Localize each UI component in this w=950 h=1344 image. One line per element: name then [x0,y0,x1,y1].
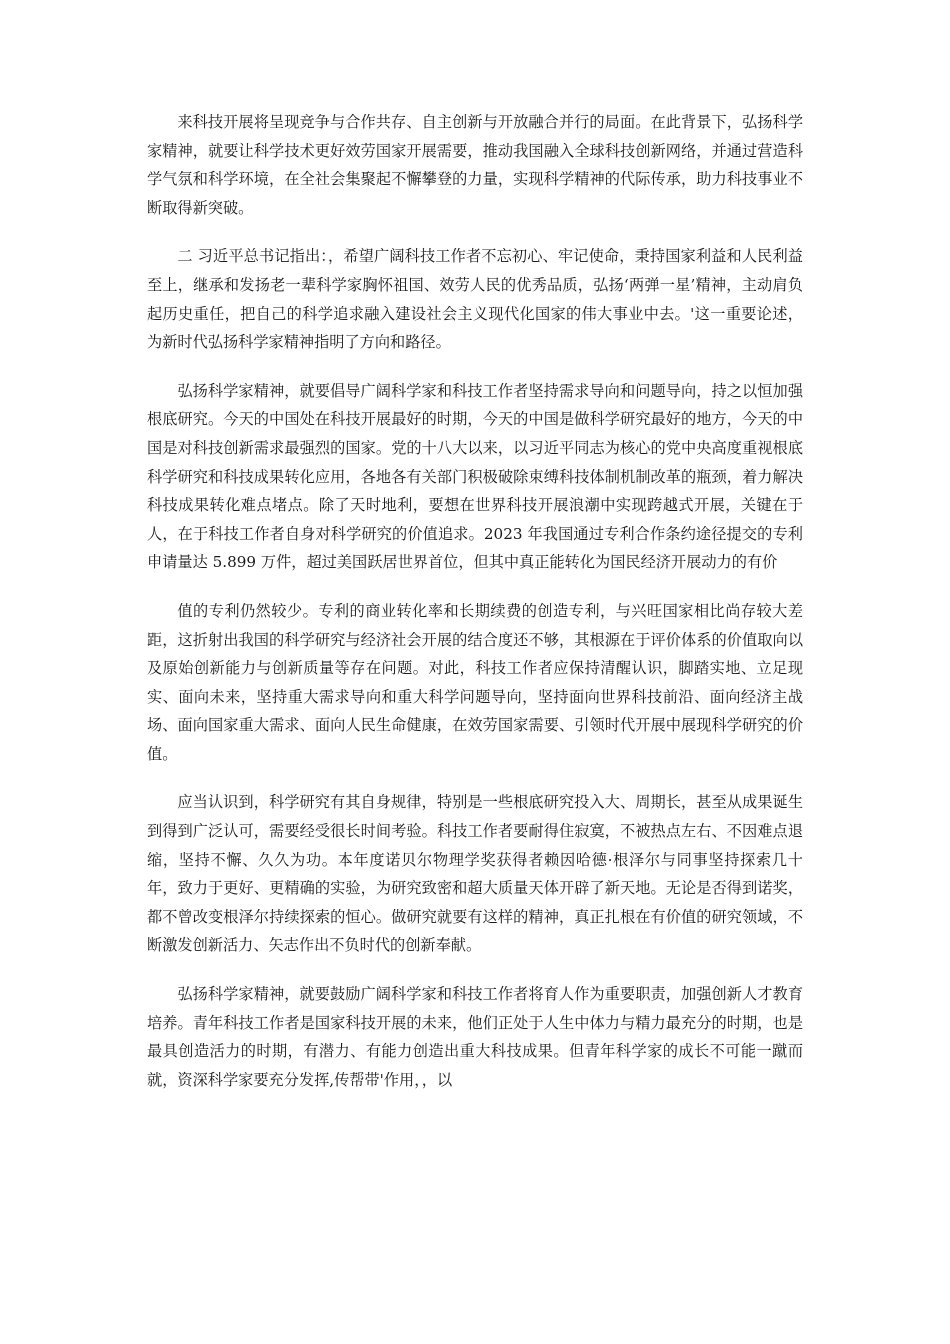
paragraph-1: 来科技开展将呈现竞争与合作共存、自主创新与开放融合并行的局面。在此背景下，弘扬科学家精神，就要让科学技术更好效劳国家开展需要，推动我国融入全球科技创新网络，并通过营造科学气氛和科学环境，在全社会集聚起不懈攀登的力量，实现科学精神的代际传承，助力科技事业不断取得新突破。 [147,113,803,217]
paragraph-5: 应当认识到，科学研究有其自身规律，特别是一些根底研究投入大、周期长，甚至从成果诞生到得到广泛认可，需要经受很长时间考验。科技工作者要耐得住寂寞，不被热点左右、不因难点退缩，坚持不懈、久久为功。本年度诺贝尔物理学奖获得者赖因哈德·根泽尔与同事坚持探索几十年，致力于更好、更精确的实验，为研究致密和超大质量天体开辟了新天地。无论是否得到诺奖，都不曾改变根泽尔持续探索的恒心。做研究就要有这样的精神，真正扎根在有价值的研究领域，不断激发创新活力、矢志作出不负时代的创新奉献。 [147,793,803,955]
paragraph-4: 值的专利仍然较少。专利的商业转化率和长期续费的创造专利，与兴旺国家相比尚存较大差距，这折射出我国的科学研究与经济社会开展的结合度还不够，其根源在于评价体系的价值取向以及原始创新能力与创新质量等存在问题。对此，科技工作者应保持清醒认识，脚踏实地、立足现实、面向未来，坚持重大需求导向和重大科学问题导向，坚持面向世界科技前沿、面向经济主战场、面向国家重大需求、面向人民生命健康，在效劳国家需要、引领时代开展中展现科学研究的价值。 [147,601,803,763]
document-body [147,108,803,1114]
paragraph-6: 弘扬科学家精神，就要鼓励广阔科学家和科技工作者将育人作为重要职责，加强创新人才教育培养。青年科技工作者是国家科技开展的未来，他们正处于人生中体力与精力最充分的时期，也是最具创造活力的时期，有潜力、有能力创造出重大科技成果。但青年科学家的成长不可能一蹴而就，资深科学家要充分发挥,传帮带'作用，，以 [147,985,803,1089]
paragraph-2: 二 习近平总书记指出：，希望广阔科技工作者不忘初心、牢记使命，秉持国家利益和人民利益至上，继承和发扬老一辈科学家胸怀祖国、效劳人民的优秀品质，弘扬‘两弹一星’精神，主动肩负起历史重任，把自己的科学追求融入建设社会主义现代化国家的伟大事业中去。'这一重要论述，为新时代弘扬科学家精神指明了方向和路径。 [147,247,803,352]
paragraph-3: 弘扬科学家精神，就要倡导广阔科学家和科技工作者坚持需求导向和问题导向，持之以恒加强根底研究。今天的中国处在科技开展最好的时期，今天的中国是做科学研究最好的地方，今天的中国是对科技创新需求最强烈的国家。党的十八大以来，以习近平同志为核心的党中央高度重视根底科学研究和科技成果转化应用，各地各有关部门积极破除束缚科技体制机制改革的瓶颈，着力解决科技成果转化难点堵点。除了天时地利，要想在世界科技开展浪潮中实现跨越式开展，关键在于人，在于科技工作者自身对科学研究的价值追求。2023 年我国通过专利合作条约途径提交的专利申请量达 5.899 万件，超过美国跃居世界首位，但其中真正能转化为国民经济开展动力的有价 [147,381,803,572]
